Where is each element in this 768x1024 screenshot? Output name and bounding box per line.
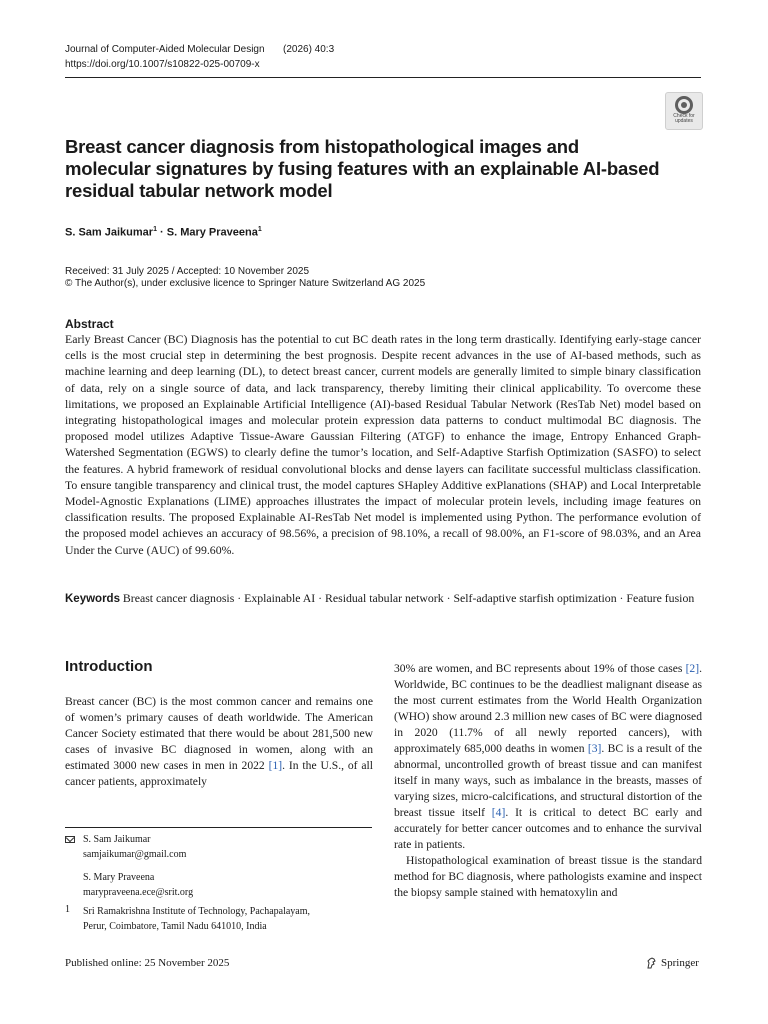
envelope-icon <box>65 836 75 843</box>
affiliation-line: Perur, Coimbatore, Tamil Nadu 641010, India <box>83 921 267 932</box>
body-text: . It is critical to detect BC early and accurately for better cancer outcomes and to enhance the survival rate in patients. <box>394 806 703 851</box>
keywords-list: Breast cancer diagnosis · Explainable AI · Residual tabular network · Self-adaptive starfish optimization · Feature fusion <box>122 591 695 605</box>
received-accepted: Received: 31 July 2025 / Accepted: 10 November 2025 <box>65 266 310 277</box>
check-for-updates-badge[interactable] <box>665 92 703 130</box>
doi-link[interactable]: https://doi.org/10.1007/s10822-025-00709-x <box>65 59 260 70</box>
copyright-line: © The Author(s), under exclusive licence to Springer Nature Switzerland AG 2025 <box>65 278 426 289</box>
citation-link[interactable]: [3] <box>587 742 602 755</box>
citation-link[interactable]: [2] <box>685 662 700 675</box>
body-text: . Worldwide, BC continues to be the deadliest malignant disease as the most current estimates from the World Health Organization (WHO) show around 2.3 million new cases of BC were diagnosed in 2020 (11.7% of all newly reported cancers), with approximately 685,000 deaths in women <box>394 662 702 755</box>
check-for-updates-icon <box>675 96 693 114</box>
citation-link[interactable]: [1] <box>268 759 283 772</box>
corresponding-author-block <box>83 832 193 900</box>
intro-column-right <box>394 661 702 901</box>
affiliation-number: 1 <box>65 904 70 915</box>
abstract-text: Early Breast Cancer (BC) Diagnosis has the potential to cut BC death rates in the long term drastically. Identifying early-stage cancer cells is the most crucial step in determining the best prognosis. Despite recent advances in the use of AI-based methods, such as machine learning and deep learning (DL), to detect breast cancer, current models are generally limited to simple binary classification of data, rely on a single source of data, and lack transparency, thereby limiting their clinical applicability. To overcome these limitations, we proposed an Explainable Artificial Intelligence (AI)-based Residual Tabular Network (ResTab Net) model based on integrating histopathological images and molecular protein expression data patterns to conduct multimodal BC diagnosis. The proposed model utilizes Adaptive Tissue-Aware Gaussian Filtering (ATGF) to enhance the image, Entropy Enhanced Graph-Watershed Segmentation (EGWS) to clearly define the tumor’s location, and Self-Adaptive Starfish Optimization (SASFO) to select the features. A hybrid framework of residual convolutional blocks and dense layers can facilitate successful multiclass classification. To ensure tangible transparency and clinical trust, the model captures SHapley Additive exPlanations (SHAP) and Local Interpretable Model-Agnostic Explanations (LIME) approaches illustrates the impact of molecular protein levels, including image features on classification results. The proposed Explainable AI-ResTab Net model is implemented using Python. The performance evolution of the proposed model achieves an accuracy of 98.56%, a precision of 98.10%, a recall of 98.00%, an F1-score of 98.03%, and an Area Under the Curve (AUC) of 99.60%. <box>65 332 701 557</box>
author-name[interactable]: S. Mary Praveena <box>166 226 258 239</box>
body-text: Breast cancer (BC) is the most common cancer and remains one of women’s primary causes of death worldwide. The American Cancer Society estimated that there would be about 281,500 new cases of invasive BC diagnosed in women, along with an estimated 3000 new cases in men in 2022 <box>65 695 373 772</box>
author-affiliation-mark: 1 <box>153 226 157 233</box>
running-header <box>65 42 334 72</box>
publisher-logo[interactable] <box>646 957 699 969</box>
intro-column-left <box>65 694 373 790</box>
paper-title: Breast cancer diagnosis from histopathological images and molecular signatures by fusing features with an explainable AI-based residual tabular network model <box>65 136 660 201</box>
keywords <box>65 590 701 608</box>
paragraph: Histopathological examination of breast tissue is the standard method for BC diagnosis, where pathologists examine and inspect the biopsy sample stained with hematoxylin and <box>394 854 702 899</box>
badge-line2: updates <box>675 118 693 124</box>
footnote-rule <box>65 827 372 828</box>
author-name[interactable]: S. Sam Jaikumar <box>65 226 154 239</box>
paragraph <box>394 661 702 853</box>
affiliation-line: Sri Ramakrishna Institute of Technology, Pachapalayam, <box>83 906 311 917</box>
body-text: 30% are women, and BC represents about 19% of those cases <box>394 662 686 675</box>
author-affiliation-mark: 1 <box>257 226 262 233</box>
journal-name: Journal of Computer-Aided Molecular Design <box>65 44 265 55</box>
badge-line1: Check for <box>673 113 695 119</box>
body-text: . In the U.S., of all cancer patients, approximately <box>65 759 373 788</box>
journal-volume: (2026) 40:3 <box>283 44 335 55</box>
footnote-author-name: S. Sam Jaikumar <box>83 834 151 845</box>
affiliation-block <box>83 904 310 934</box>
footnote-author-name: S. Mary Praveena <box>83 872 155 883</box>
header-rule <box>65 77 701 78</box>
springer-horse-icon <box>646 957 657 969</box>
keywords-label: Keywords <box>65 593 120 605</box>
footnote-email[interactable]: marypraveena.ece@srit.org <box>83 887 194 898</box>
abstract-heading: Abstract <box>65 317 114 331</box>
citation-link[interactable]: [4] <box>491 806 506 819</box>
publisher-name: Springer <box>661 957 699 969</box>
footnote-email[interactable]: samjaikumar@gmail.com <box>83 849 187 860</box>
body-text: . BC is a result of the abnormal, uncontrolled growth of breast tissue and can manifest itself in many ways, such as imbalance in the breasts, masses of varying sizes, micro-calcifications, and structural distortion of the breast tissue itself <box>394 742 703 819</box>
author-separator: · <box>156 226 167 239</box>
author-list <box>65 226 262 239</box>
section-heading-introduction: Introduction <box>65 658 153 675</box>
published-online: Published online: 25 November 2025 <box>65 957 230 969</box>
article-dates <box>65 266 425 290</box>
